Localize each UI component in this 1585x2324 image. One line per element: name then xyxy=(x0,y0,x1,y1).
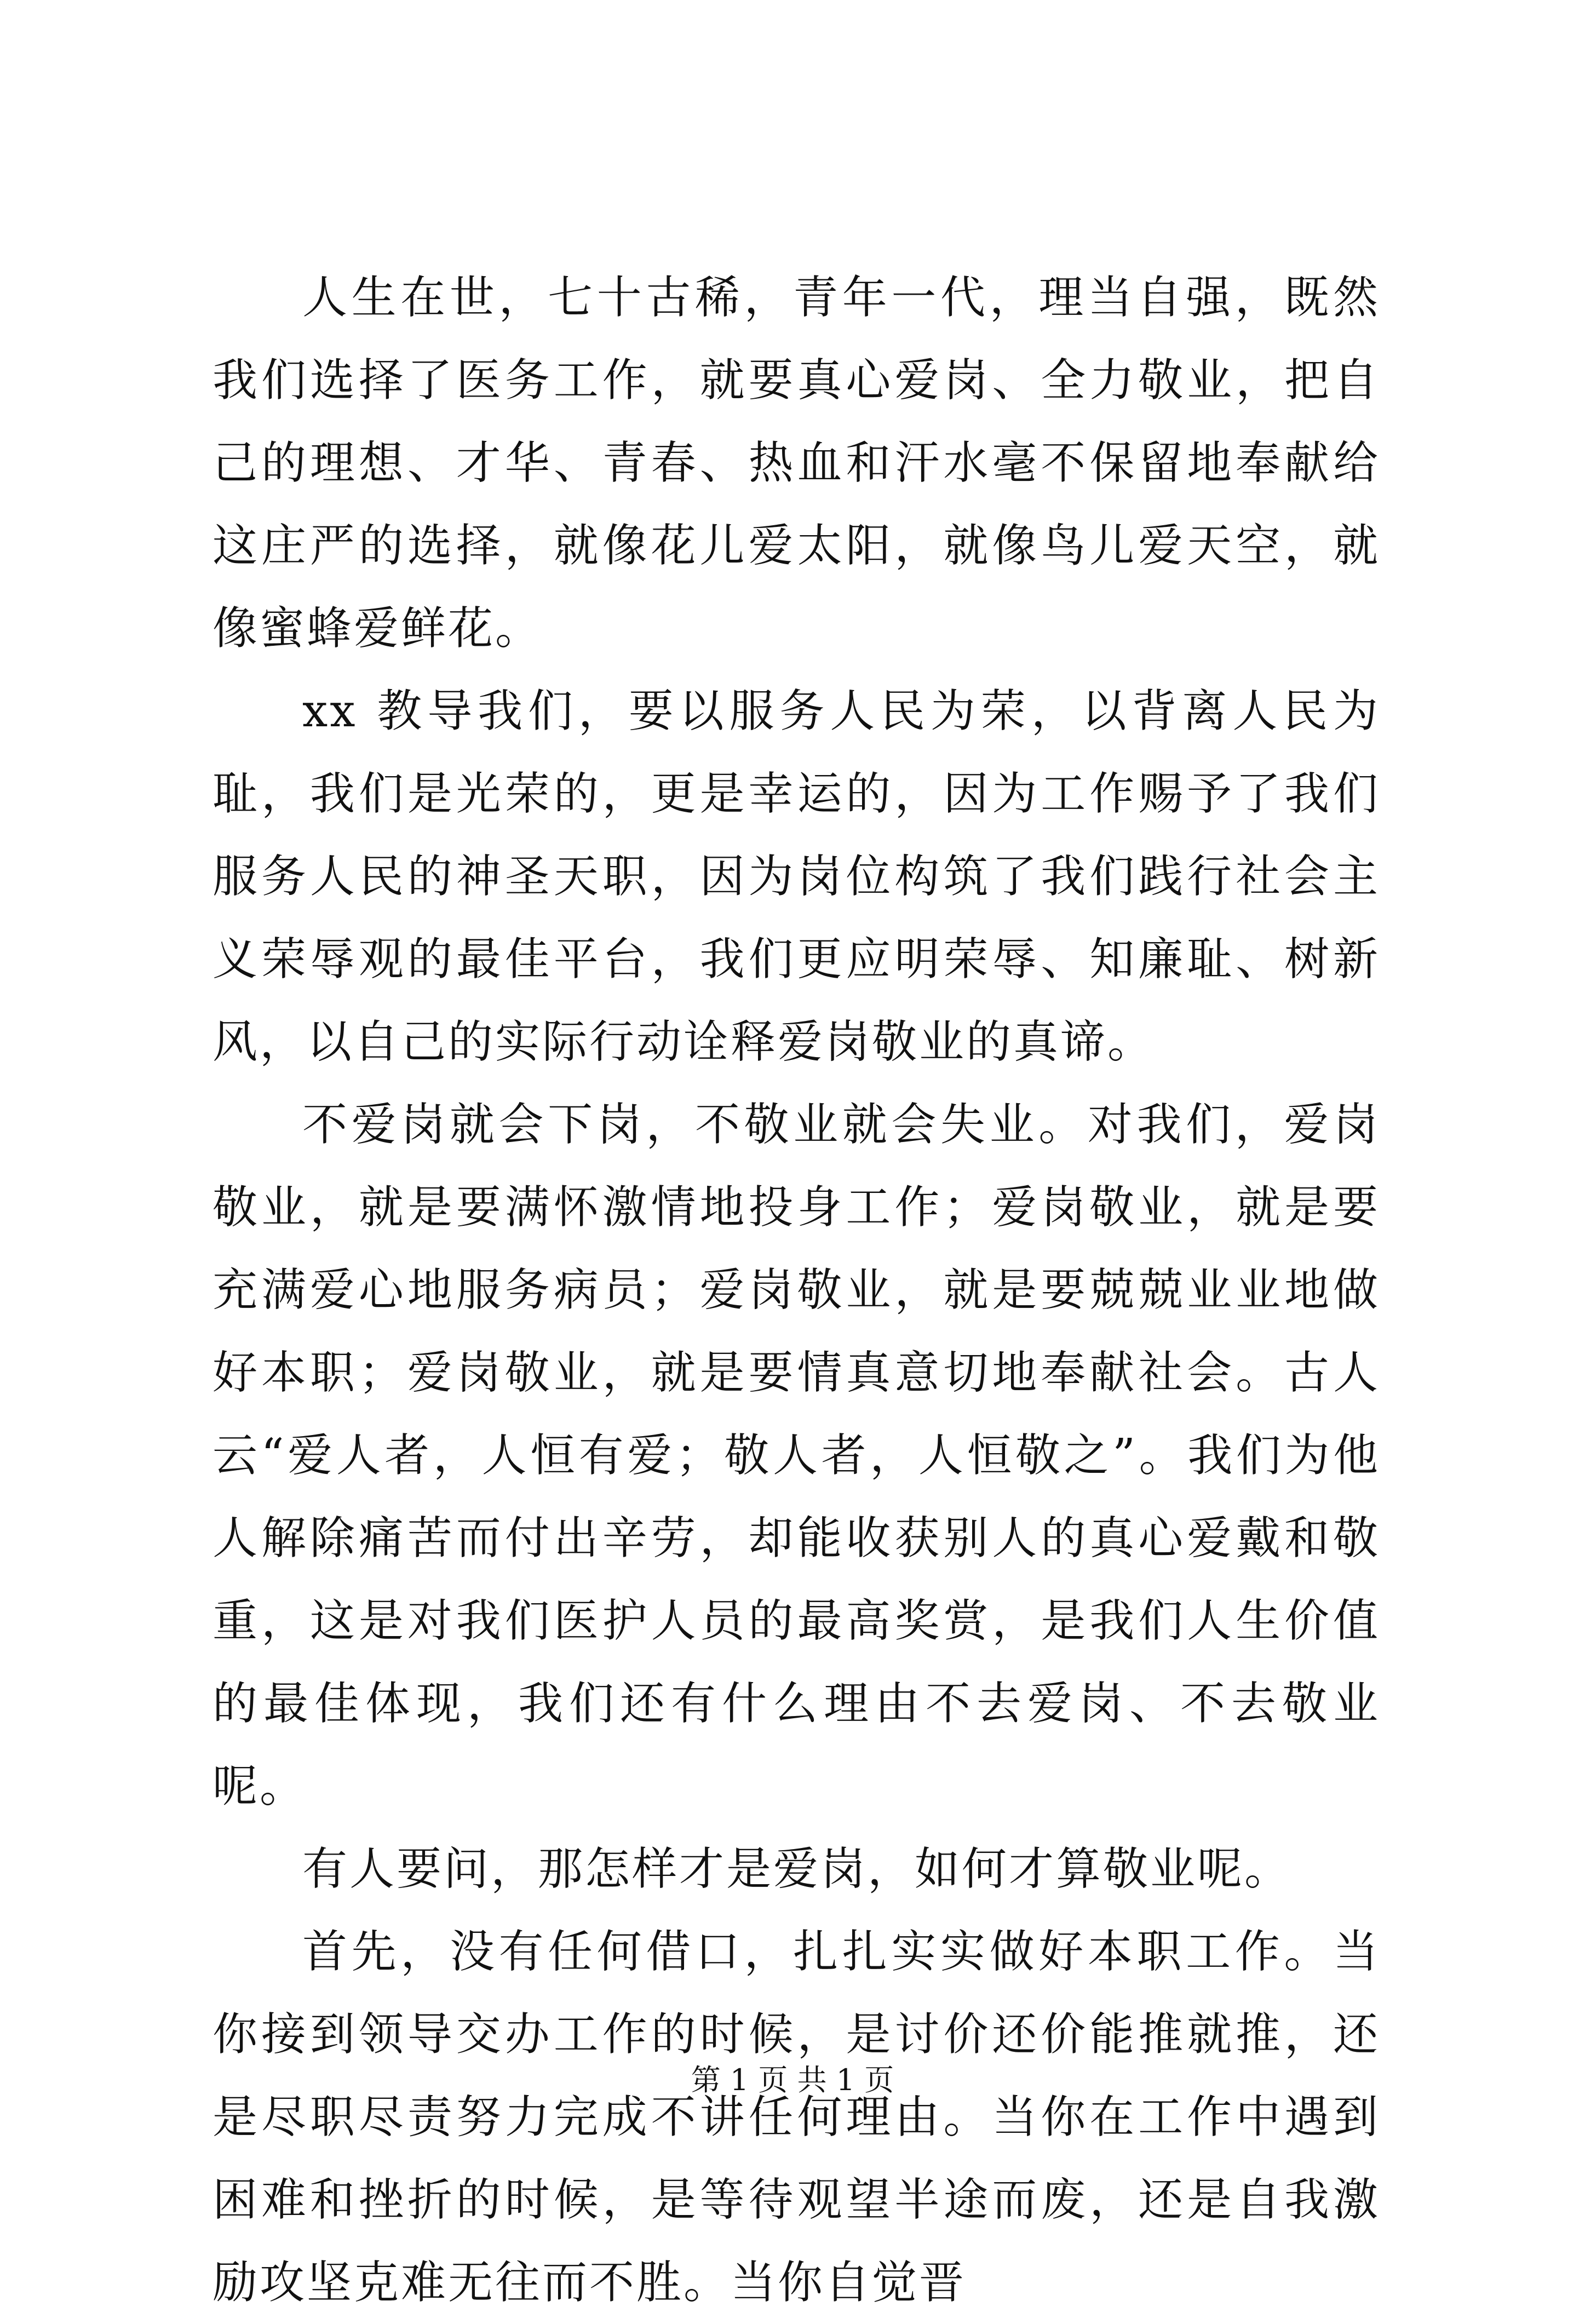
paragraph-3: 不爱岗就会下岗，不敬业就会失业。对我们，爱岗敬业，就是要满怀激情地投身工作；爱岗敬业，就是要充满爱心地服务病员；爱岗敬业，就是要兢兢业业地做好本职；爱岗敬业，就是要情真意切地奉献社会。古人云“爱人者，人恒有爱；敬人者，人恒敬之”。我们为他人解除痛苦而付出辛劳，却能收获别人的真心爱戴和敬重，这是对我们医护人员的最高奖赏，是我们人生价值的最佳体现，我们还有什么理由不去爱岗、不去敬业呢。 xyxy=(213,1099,1380,1812)
paragraph-2: xx 教导我们，要以服务人民为荣，以背离人民为耻，我们是光荣的，更是幸运的，因为工作赐予了我们服务人民的神圣天职，因为岗位构筑了我们践行社会主义荣辱观的最佳平台，我们更应明荣辱、知廉耻、树新风，以自己的实际行动诠释爱岗敬业的真谛。 xyxy=(213,685,1380,1068)
paragraph-1: 人生在世，七十古稀，青年一代，理当自强，既然我们选择了医务工作，就要真心爱岗、全力敬业，把自己的理想、才华、青春、热血和汗水毫不保留地奉献给这庄严的选择，就像花儿爱太阳，就像鸟儿爱天空，就像蜜蜂爱鲜花。 xyxy=(213,272,1380,655)
page-footer: 第 1 页 共 1 页 xyxy=(691,2063,894,2097)
paragraph-5: 首先，没有任何借口，扎扎实实做好本职工作。当你接到领导交办工作的时候，是讨价还价能推就推，还是尽职尽责努力完成不讲任何理由。当你在工作中遇到困难和挫折的时候，是等待观望半途而废，还是自我激励攻坚克难无往而不胜。当你自觉晋 xyxy=(213,1926,1380,2309)
paragraph-4: 有人要问，那怎样才是爱岗，如何才算敬业呢。 xyxy=(302,1843,1292,1895)
document-body xyxy=(213,256,1380,2324)
